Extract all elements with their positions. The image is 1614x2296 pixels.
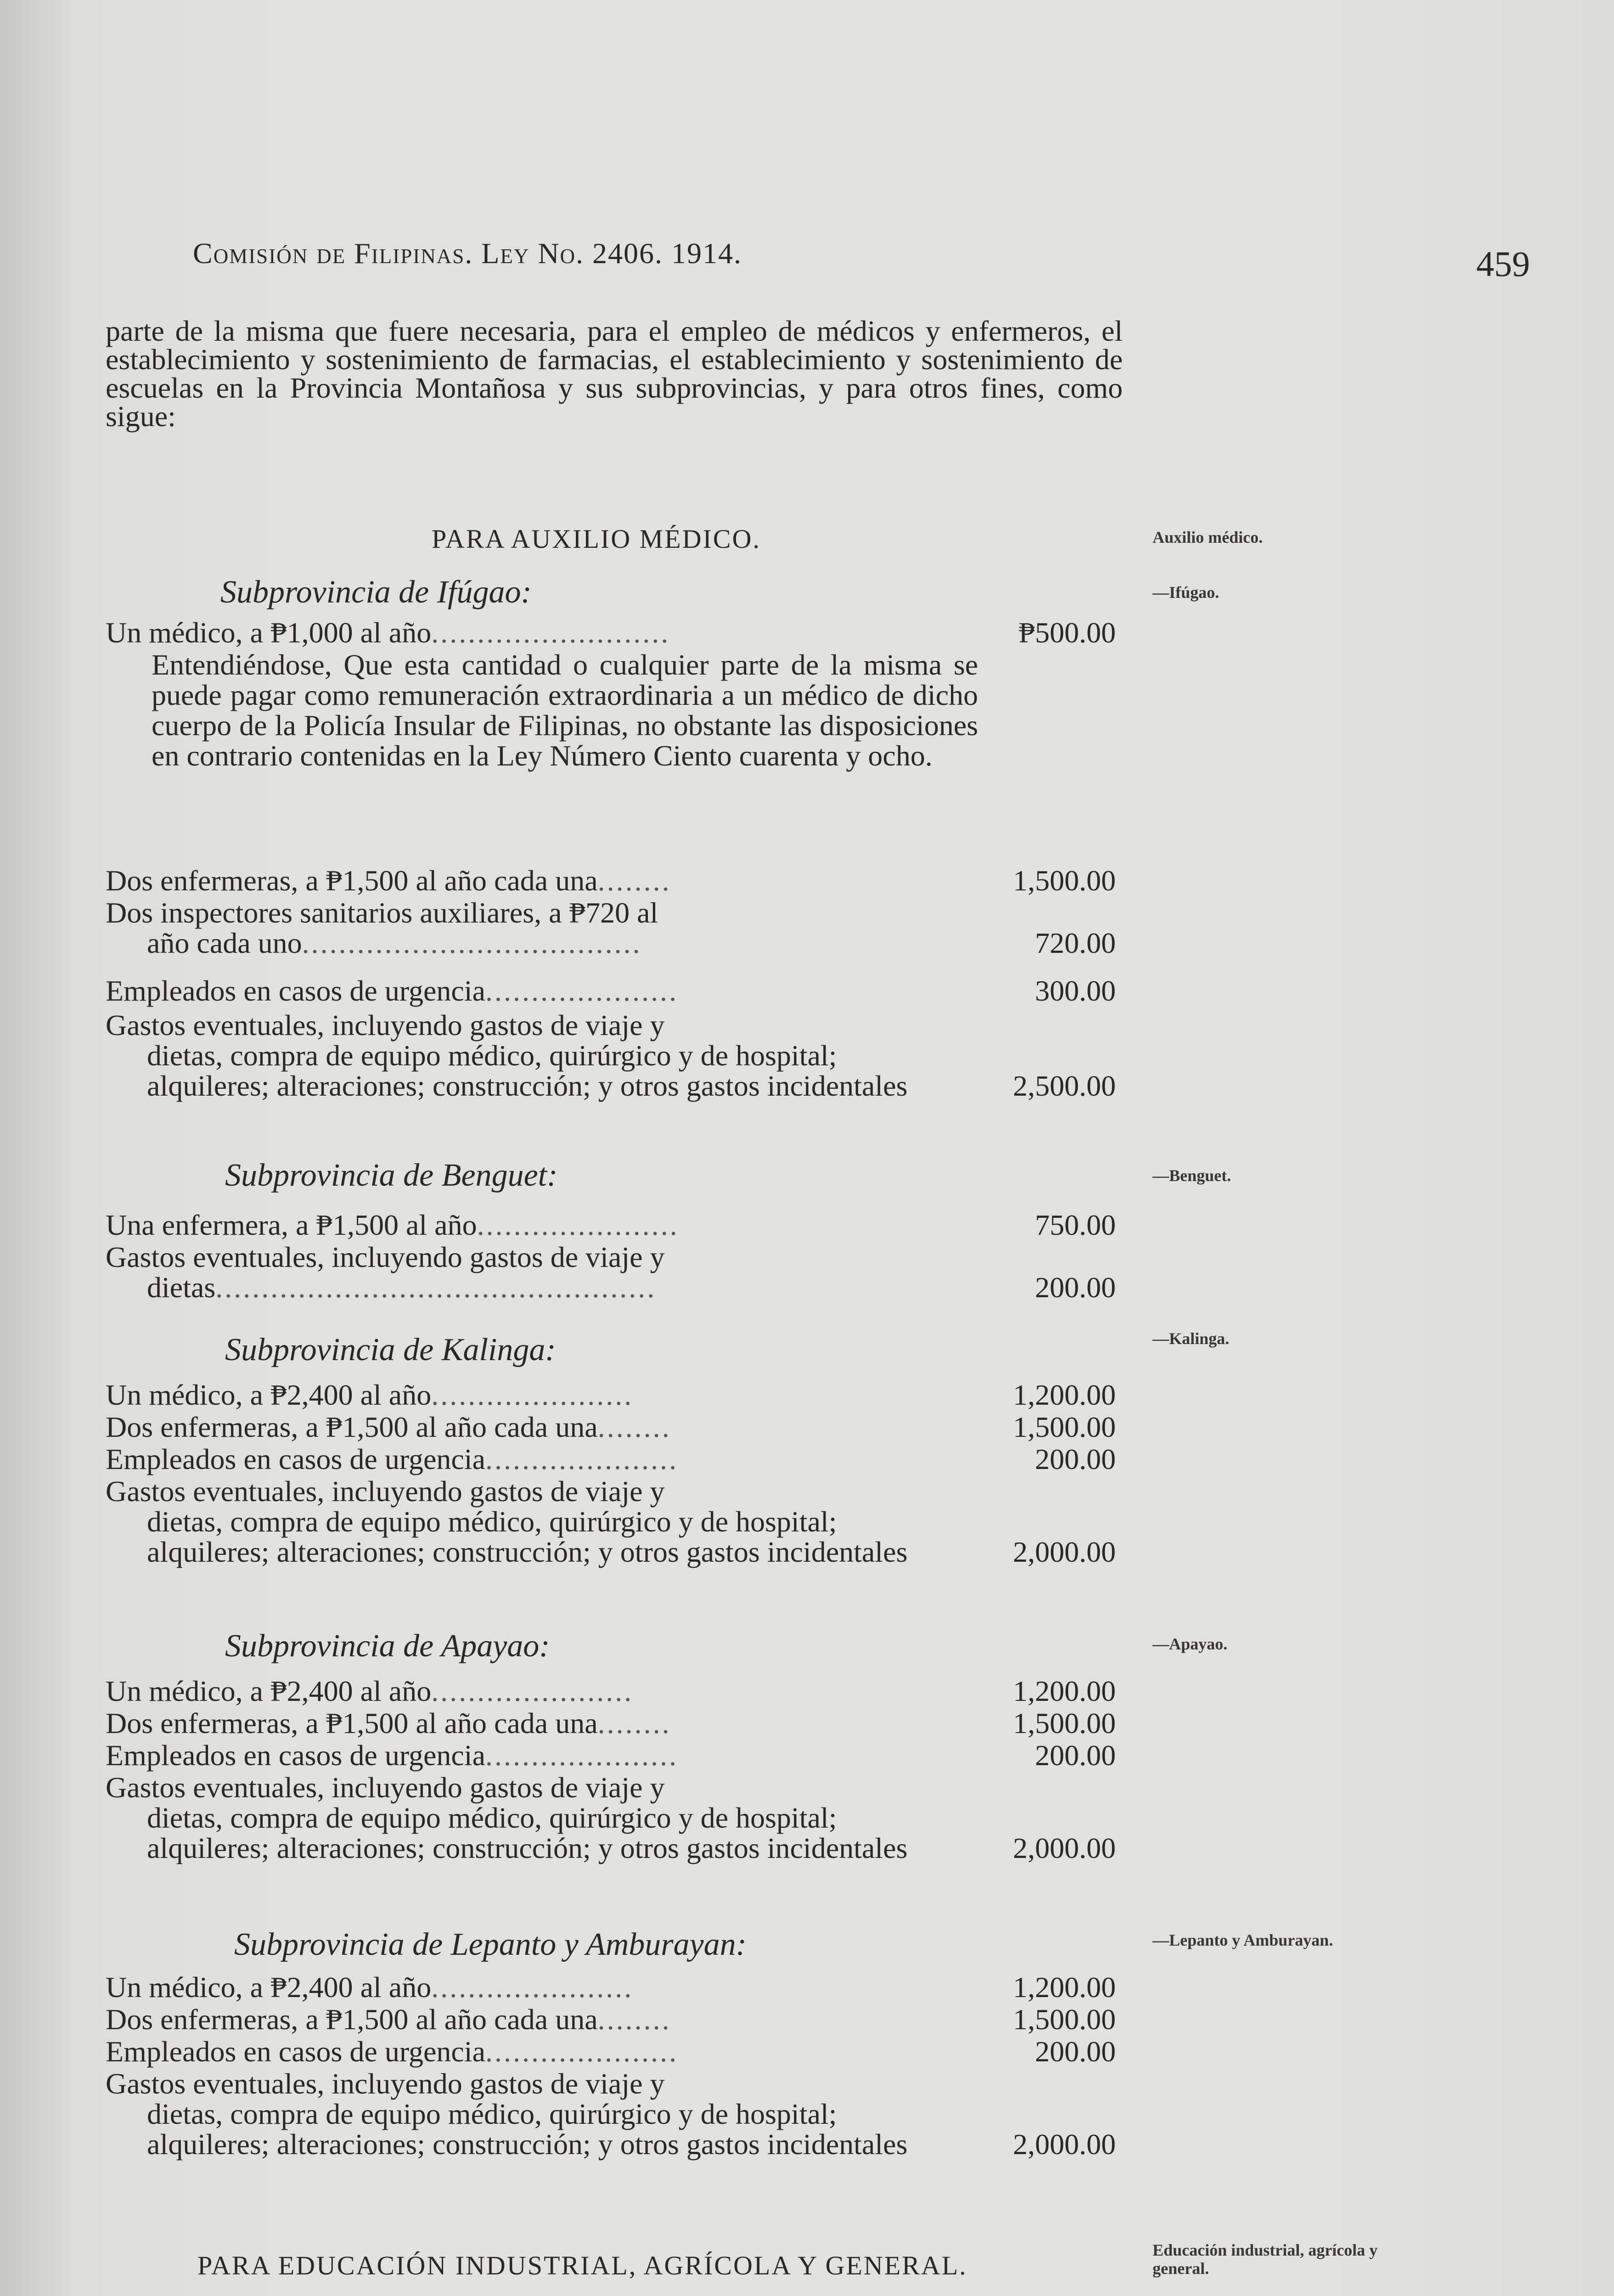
- line-item: Empleados en casos de urgencia..................... 200.00: [106, 2035, 1116, 2068]
- running-header: Comisión de Filipinas. Ley No. 2406. 1914.: [193, 237, 742, 270]
- item-description: Gastos eventuales, incluyendo gastos de viaje y: [106, 1241, 665, 1273]
- margin-note-educacion: Educación industrial, agrícola y general.: [1153, 2241, 1378, 2278]
- item-amount: 2,500.00: [1013, 1069, 1116, 1102]
- item-amount: 1,500.00: [1013, 2003, 1116, 2036]
- line-item: Empleados en casos de urgencia..................... 300.00: [106, 974, 1116, 1007]
- margin-note-apayao: —Apayao.: [1153, 1635, 1228, 1653]
- line-item: Un médico, a ₱1,000 al año.......................... ₱500.00: [106, 616, 1116, 649]
- item-amount: ₱500.00: [1018, 616, 1116, 649]
- item-description: Gastos eventuales, incluyendo gastos de viaje y: [106, 1771, 665, 1804]
- item-description: Dos inspectores sanitarios auxiliares, a ₱720 al: [106, 896, 658, 929]
- item-amount: 300.00: [1035, 974, 1116, 1007]
- item-description-cont: dietas, compra de equipo médico, quirúrgico y de hospital; alquileres; alteraciones; construcción; y otros gastos incidentales: [147, 2098, 908, 2161]
- line-item: [106, 1476, 1116, 1567]
- item-description: Gastos eventuales, incluyendo gastos de viaje y: [106, 1009, 665, 1041]
- item-description: Un médico, a ₱2,400 al año: [106, 1379, 432, 1411]
- item-description: Empleados en casos de urgencia: [106, 1443, 485, 1475]
- item-description: Dos enfermeras, a ₱1,500 al año cada una: [106, 1707, 598, 1739]
- item-amount: 1,200.00: [1013, 1379, 1116, 1411]
- margin-note-kalinga: —Kalinga.: [1153, 1329, 1230, 1348]
- item-amount: 2,000.00: [1013, 1536, 1116, 1568]
- line-item: [106, 1010, 1116, 1101]
- line-item: Dos enfermeras, a ₱1,500 al año cada una........ 1,500.00: [106, 864, 1116, 897]
- line-item: Empleados en casos de urgencia..................... 200.00: [106, 1443, 1116, 1475]
- line-item: Dos enfermeras, a ₱1,500 al año cada una........ 1,500.00: [106, 1707, 1116, 1739]
- item-amount: 750.00: [1035, 1209, 1116, 1241]
- line-item: Un médico, a ₱2,400 al año...................... 1,200.00: [106, 1971, 1116, 2003]
- item-description: Una enfermera, a ₱1,500 al año: [106, 1209, 477, 1241]
- item-amount: 200.00: [1035, 1271, 1116, 1304]
- margin-note-auxilio: Auxilio médico.: [1153, 528, 1263, 546]
- item-amount: 200.00: [1035, 1739, 1116, 1772]
- item-amount: 2,000.00: [1013, 1832, 1116, 1864]
- line-item: Un médico, a ₱2,400 al año...................... 1,200.00: [106, 1379, 1116, 1411]
- item-description: Un médico, a ₱1,000 al año: [106, 616, 432, 649]
- item-description: Dos enfermeras, a ₱1,500 al año cada una: [106, 2003, 598, 2036]
- subheading-kalinga: Subprovincia de Kalinga:: [225, 1332, 556, 1367]
- item-description-cont: dietas, compra de equipo médico, quirúrgico y de hospital; alquileres; alteraciones; construcción; y otros gastos incidentales: [147, 1801, 908, 1864]
- line-item: [106, 1773, 1116, 1863]
- item-description-cont: dietas, compra de equipo médico, quirúrgico y de hospital; alquileres; alteraciones; construcción; y otros gastos incidentales: [147, 1505, 908, 1568]
- line-item: Dos enfermeras, a ₱1,500 al año cada una........ 1,500.00: [106, 2003, 1116, 2036]
- subheading-ifugao: Subprovincia de Ifúgao:: [220, 574, 532, 610]
- line-item: [106, 2069, 1116, 2160]
- line-item: Una enfermera, a ₱1,500 al año...................... 750.00: [106, 1209, 1116, 1241]
- item-description: Empleados en casos de urgencia: [106, 2035, 485, 2068]
- line-item: Dos inspectores sanitarios auxiliares, a ₱720 al año cada uno..................................... 720.00: [106, 896, 1116, 959]
- item-description-cont: dietas: [147, 1271, 216, 1304]
- item-description: Gastos eventuales, incluyendo gastos de viaje y: [106, 2067, 665, 2100]
- item-amount: 200.00: [1035, 2035, 1116, 2068]
- margin-note-lepanto: —Lepanto y Amburayan.: [1153, 1931, 1333, 1949]
- line-item: Empleados en casos de urgencia..................... 200.00: [106, 1739, 1116, 1772]
- item-description: Empleados en casos de urgencia: [106, 1739, 485, 1772]
- item-amount: 200.00: [1035, 1443, 1116, 1475]
- item-amount: 1,500.00: [1013, 1707, 1116, 1739]
- line-item: Gastos eventuales, incluyendo gastos de viaje y dietas................................................ 200.00: [106, 1241, 1116, 1304]
- item-amount: 1,200.00: [1013, 1971, 1116, 2003]
- item-amount: 1,500.00: [1013, 1411, 1116, 1443]
- item-description: Dos enfermeras, a ₱1,500 al año cada una: [106, 864, 598, 897]
- margin-note-ifugao: —Ifúgao.: [1153, 583, 1220, 602]
- margin-note-benguet: —Benguet.: [1153, 1166, 1231, 1185]
- proviso-note: Entendiéndose, Que esta cantidad o cualquier parte de la misma se puede pagar como remuneración extraordinaria a un médico de dicho cuerpo de la Policía Insular de Filipinas, no obstante las disposiciones en contrario contenidas en la Ley Número Ciento cuarenta y ocho.: [152, 648, 978, 772]
- subheading-lepanto: Subprovincia de Lepanto y Amburayan:: [234, 1927, 747, 1962]
- section-title-education: PARA EDUCACIÓN INDUSTRIAL, AGRÍCOLA Y GENERAL.: [197, 2251, 967, 2280]
- item-description: Un médico, a ₱2,400 al año: [106, 1971, 432, 2003]
- item-description: Un médico, a ₱2,400 al año: [106, 1675, 432, 1707]
- item-amount: 1,200.00: [1013, 1675, 1116, 1707]
- item-amount: 2,000.00: [1013, 2128, 1116, 2161]
- item-description-cont: año cada uno: [147, 927, 302, 959]
- item-amount: 1,500.00: [1013, 864, 1116, 897]
- subheading-apayao: Subprovincia de Apayao:: [225, 1628, 550, 1664]
- section-title-medical: PARA AUXILIO MÉDICO.: [432, 524, 761, 554]
- line-item: Un médico, a ₱2,400 al año...................... 1,200.00: [106, 1675, 1116, 1707]
- item-description: Empleados en casos de urgencia: [106, 974, 485, 1007]
- subheading-benguet: Subprovincia de Benguet:: [225, 1158, 558, 1193]
- item-description: Dos enfermeras, a ₱1,500 al año cada una: [106, 1411, 598, 1443]
- item-description-cont: dietas, compra de equipo médico, quirúrgico y de hospital; alquileres; alteraciones; construcción; y otros gastos incidentales: [147, 1039, 908, 1102]
- item-amount: 720.00: [1035, 927, 1116, 959]
- line-item: Dos enfermeras, a ₱1,500 al año cada una........ 1,500.00: [106, 1411, 1116, 1443]
- intro-paragraph: [106, 317, 1123, 431]
- item-description: Gastos eventuales, incluyendo gastos de viaje y: [106, 1475, 665, 1508]
- page-number: 459: [1476, 244, 1530, 284]
- intro-text: parte de la misma que fuere necesaria, para el empleo de médicos y enfermeros, el establecimiento y sostenimiento de farmacias, el establecimiento y sostenimiento de escuelas en la Provincia Montañosa y sus subprovincias, y para otros fines, como sigue:: [106, 315, 1123, 433]
